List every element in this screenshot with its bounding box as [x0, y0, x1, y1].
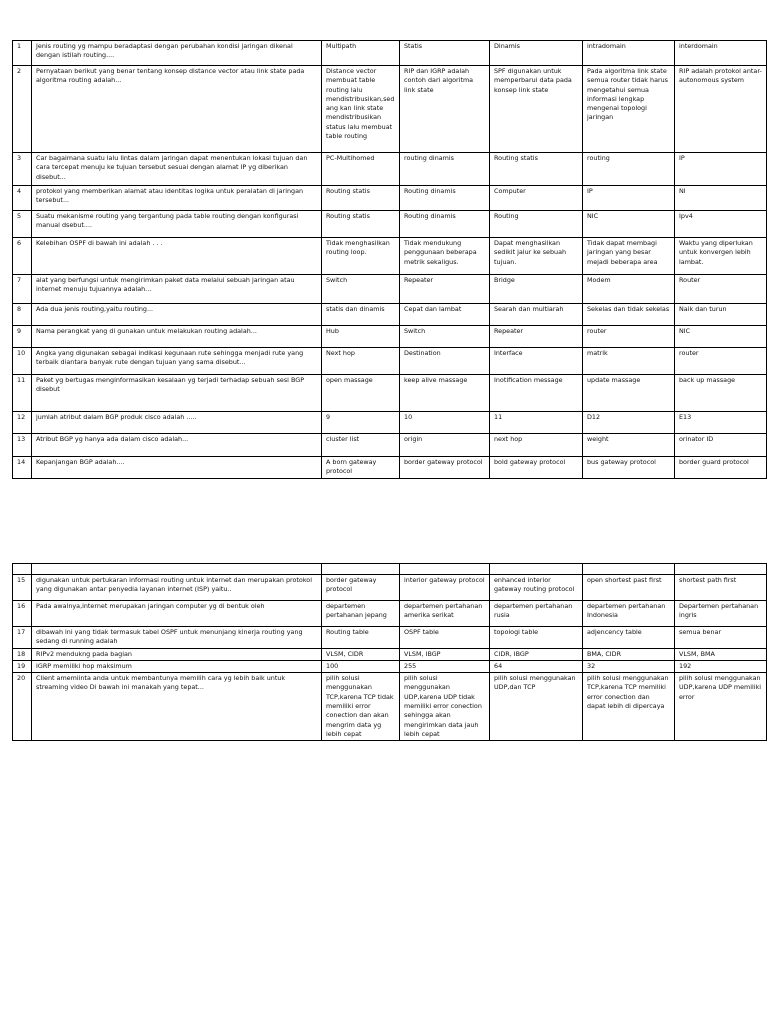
answer-option-e: back up massage [675, 375, 767, 412]
answer-option-c: pilih solusi menggunakan UDP,dan TCP [490, 673, 583, 741]
answer-option-b: RIP dan IGRP adalah contoh dari algoritma link state [400, 66, 490, 153]
answer-option-a: Tidak menghasilkan routing loop. [322, 238, 400, 275]
question-number: 2 [13, 66, 32, 153]
answer-option-c: SPF digunakan untuk memperbarui data pada konsep link state [490, 66, 583, 153]
question-text: Paket yg bertugas menginformasikan kesalaan yg terjadi terhadap sebuah sesi BGP disebut [32, 375, 322, 412]
question-text: Jenis routing yg mampu beradaptasi dengan perubahan kondisi jaringan dikenal dengan istilah routing.... [32, 41, 322, 66]
answer-option-e: Departemen pertahanan ingris [675, 601, 767, 627]
question-number: 19 [13, 660, 32, 672]
question-text: Nama perangkat yang di gunakan untuk melakukan routing adalah... [32, 326, 322, 348]
answer-option-c: Dapat menghasilkan sedikit jalur ke sebuah tujuan. [490, 238, 583, 275]
question-text: Kelebihan OSPF di bawah ini adalah . . . [32, 238, 322, 275]
question-number: 14 [13, 457, 32, 479]
answer-option-c: 11 [490, 412, 583, 434]
answer-option-e: interdomain [675, 41, 767, 66]
question-number: 6 [13, 238, 32, 275]
table-header-row-empty [13, 564, 767, 575]
question-text: RIPv2 mendukng pada bagian [32, 648, 322, 660]
question-text: Ada dua jenis routing,yaitu routing... [32, 304, 322, 326]
answer-option-b: 255 [400, 660, 490, 672]
answer-option-c: Searah dan multiarah [490, 304, 583, 326]
answer-option-a: Switch [322, 275, 400, 304]
answer-option-a: border gateway protocol [322, 575, 400, 601]
answer-option-e: E13 [675, 412, 767, 434]
question-text: alat yang berfungsi untuk mengirimkan paket data melalui sebuah jaringan atau internet menuju tujuannya adalah... [32, 275, 322, 304]
question-number: 17 [13, 627, 32, 649]
question-table-2 [12, 563, 767, 741]
table-row [13, 375, 767, 412]
question-number: 9 [13, 326, 32, 348]
answer-option-b: Statis [400, 41, 490, 66]
answer-option-b: Destination [400, 348, 490, 375]
answer-option-a: Routing statis [322, 186, 400, 211]
answer-option-c: CIDR, IBGP [490, 648, 583, 660]
answer-option-a: VLSM, CIDR [322, 648, 400, 660]
table-row [13, 601, 767, 627]
answer-option-c: Routing statis [490, 153, 583, 186]
question-text: Pada awalnya,internet merupakan jaringan computer yg di bentuk oleh [32, 601, 322, 627]
answer-option-e: Router [675, 275, 767, 304]
answer-option-b: origin [400, 434, 490, 457]
question-number: 4 [13, 186, 32, 211]
table-row [13, 575, 767, 601]
answer-option-c: next hop [490, 434, 583, 457]
answer-option-c: Repeater [490, 326, 583, 348]
question-table-1 [12, 40, 767, 479]
answer-option-d: pilih solusi menggunakan TCP,karena TCP memiliki error conection dan dapat lebih di dipercaya [583, 673, 675, 741]
question-number: 8 [13, 304, 32, 326]
table-row [13, 326, 767, 348]
answer-option-d: Modem [583, 275, 675, 304]
answer-option-b: Routing dinamis [400, 186, 490, 211]
answer-option-a: Next hop [322, 348, 400, 375]
table-row [13, 457, 767, 479]
question-text: Atribut BGP yg hanya ada dalam cisco adalah... [32, 434, 322, 457]
answer-option-c: Inotification message [490, 375, 583, 412]
question-number: 13 [13, 434, 32, 457]
answer-option-e: semua benar [675, 627, 767, 649]
answer-option-d: open shortest past first [583, 575, 675, 601]
answer-option-e: Naik dan turun [675, 304, 767, 326]
answer-option-a: Routing table [322, 627, 400, 649]
question-text: Kepanjangan BGP adalah.... [32, 457, 322, 479]
answer-option-a: Routing statis [322, 211, 400, 238]
table-row [13, 627, 767, 649]
answer-option-a: pilih solusi menggunakan TCP,karena TCP tidak memiliki error conection dan akan mengrim data yg lebih cepat [322, 673, 400, 741]
answer-option-d: 32 [583, 660, 675, 672]
table-row [13, 153, 767, 186]
answer-option-e: NIC [675, 326, 767, 348]
question-number: 10 [13, 348, 32, 375]
answer-option-b: departemen pertahanan amerika serikat [400, 601, 490, 627]
table-row [13, 186, 767, 211]
question-text: Angka yang digunakan sebagai indikasi kegunaan rute sehingga menjadi rute yang terbaik diantara banyak rute dengan tujuan yang sama disebut... [32, 348, 322, 375]
table-row [13, 238, 767, 275]
answer-option-e: NI [675, 186, 767, 211]
answer-option-b: 10 [400, 412, 490, 434]
question-number: 7 [13, 275, 32, 304]
answer-option-a: A born gateway protocol [322, 457, 400, 479]
answer-option-e: Waktu yang diperlukan untuk konvergen lebih lambat. [675, 238, 767, 275]
answer-option-d: bus gateway protocol [583, 457, 675, 479]
answer-option-b: Repeater [400, 275, 490, 304]
table-row [13, 648, 767, 660]
answer-option-d: routing [583, 153, 675, 186]
question-number: 20 [13, 673, 32, 741]
question-text: Pernyataan berikut yang benar tentang konsep distance vector atau link state pada algoritma routing adalah... [32, 66, 322, 153]
answer-option-c: bold gateway protocol [490, 457, 583, 479]
question-text: protokol yang memberikan alamat atau identitas logika untuk peralatan di jaringan tersebut... [32, 186, 322, 211]
answer-option-b: interior gateway protocol [400, 575, 490, 601]
answer-option-c: departemen pertahanan rusia [490, 601, 583, 627]
question-text: Car bagaimana suatu lalu lintas dalam jaringan dapat menentukan lokasi tujuan dan cara tercepat menuju ke tujuan tersebut sesuai dengan alamat IP yg diberikan disebut... [32, 153, 322, 186]
question-text: Suatu mekanisme routing yang tergantung pada table routing dengan konfigurasi manual dsebut.... [32, 211, 322, 238]
table-row [13, 434, 767, 457]
question-text: jumlah atribut dalam BGP produk cisco adalah ..... [32, 412, 322, 434]
question-text: dibawah ini yang tidak termasuk tabel OSPF untuk menunjang kinerja routing yang sedang di running adalah [32, 627, 322, 649]
answer-option-b: keep alive massage [400, 375, 490, 412]
answer-option-b: border gateway protocol [400, 457, 490, 479]
answer-option-e: 192 [675, 660, 767, 672]
question-text: IGRP memiliki hop maksimum [32, 660, 322, 672]
answer-option-b: Cepat dan lambat [400, 304, 490, 326]
answer-option-a: PC-Multihomed [322, 153, 400, 186]
answer-option-c: topologi table [490, 627, 583, 649]
answer-option-c: enhanced interior gateway routing protocol [490, 575, 583, 601]
answer-option-c: 64 [490, 660, 583, 672]
answer-option-c: Computer [490, 186, 583, 211]
question-number: 5 [13, 211, 32, 238]
answer-option-a: open massage [322, 375, 400, 412]
table-row [13, 211, 767, 238]
answer-option-d: departemen pertahanan Indonesia [583, 601, 675, 627]
answer-option-b: OSPF table [400, 627, 490, 649]
answer-option-b: Tidak mendukung penggunaan beberapa metrik sekaligus. [400, 238, 490, 275]
answer-option-b: Switch [400, 326, 490, 348]
table-row [13, 304, 767, 326]
table-row [13, 673, 767, 741]
question-number: 1 [13, 41, 32, 66]
answer-option-b: Routing dinamis [400, 211, 490, 238]
answer-option-c: Bridge [490, 275, 583, 304]
answer-option-a: Hub [322, 326, 400, 348]
answer-option-e: border guard protocol [675, 457, 767, 479]
answer-option-b: routing dinamis [400, 153, 490, 186]
answer-option-a: departemen pertahanan jepang [322, 601, 400, 627]
answer-option-d: intradomain [583, 41, 675, 66]
answer-option-d: weight [583, 434, 675, 457]
answer-option-d: NIC [583, 211, 675, 238]
answer-option-e: Ipv4 [675, 211, 767, 238]
answer-option-a: Multipath [322, 41, 400, 66]
answer-option-e: RIP adalah protokol antar-autonomous system [675, 66, 767, 153]
answer-option-e: IP [675, 153, 767, 186]
answer-option-d: Tidak dapat membagi jaringan yang besar mejadi beberapa area [583, 238, 675, 275]
answer-option-e: VLSM, BMA [675, 648, 767, 660]
answer-option-d: IP [583, 186, 675, 211]
answer-option-d: router [583, 326, 675, 348]
question-text: Client amemiinta anda untuk membantunya memilih cara yg lebih baik untuk streaming video Di bawah ini manakah yang tepat... [32, 673, 322, 741]
answer-option-a: statis dan dinamis [322, 304, 400, 326]
answer-option-a: cluster list [322, 434, 400, 457]
answer-option-a: 100 [322, 660, 400, 672]
question-number: 16 [13, 601, 32, 627]
table-row [13, 66, 767, 153]
answer-option-e: shortest path first [675, 575, 767, 601]
answer-option-d: Pada algoritma link state semua router tidak harus mengetahui semua informasi lengkap mengenai topologi jaringan [583, 66, 675, 153]
question-number: 11 [13, 375, 32, 412]
answer-option-c: Routing [490, 211, 583, 238]
answer-option-c: Dinamis [490, 41, 583, 66]
answer-option-b: VLSM, IBGP [400, 648, 490, 660]
table-row [13, 660, 767, 672]
answer-option-d: Sekelas dan tidak sekelas [583, 304, 675, 326]
question-text: digunakan untuk pertukaran informasi routing untuk internet dan merupakan protokol yang digunakan antar penyedia layanan internet (ISP) yaitu.. [32, 575, 322, 601]
table-row [13, 348, 767, 375]
answer-option-c: Interface [490, 348, 583, 375]
answer-option-d: BMA, CIDR [583, 648, 675, 660]
table-row [13, 275, 767, 304]
answer-option-d: update massage [583, 375, 675, 412]
table-row [13, 41, 767, 66]
table-row [13, 412, 767, 434]
answer-option-a: 9 [322, 412, 400, 434]
answer-option-d: D12 [583, 412, 675, 434]
question-number: 18 [13, 648, 32, 660]
answer-option-d: adjencency table [583, 627, 675, 649]
answer-option-e: pilih solusi menggunakan UDP,karena UDP memiliki error [675, 673, 767, 741]
question-number: 3 [13, 153, 32, 186]
answer-option-a: Distance vector membuat table routing lalu mendistribusikan,sedang kan link state mendistribusikan status lalu membuat table routing [322, 66, 400, 153]
answer-option-e: orinator ID [675, 434, 767, 457]
question-number: 15 [13, 575, 32, 601]
answer-option-d: matrik [583, 348, 675, 375]
answer-option-b: pilih solusi menggunakan UDP,karena UDP tidak memiliki error conection sehingga akan mengirimkan data jauh lebih cepat [400, 673, 490, 741]
question-number: 12 [13, 412, 32, 434]
answer-option-e: router [675, 348, 767, 375]
